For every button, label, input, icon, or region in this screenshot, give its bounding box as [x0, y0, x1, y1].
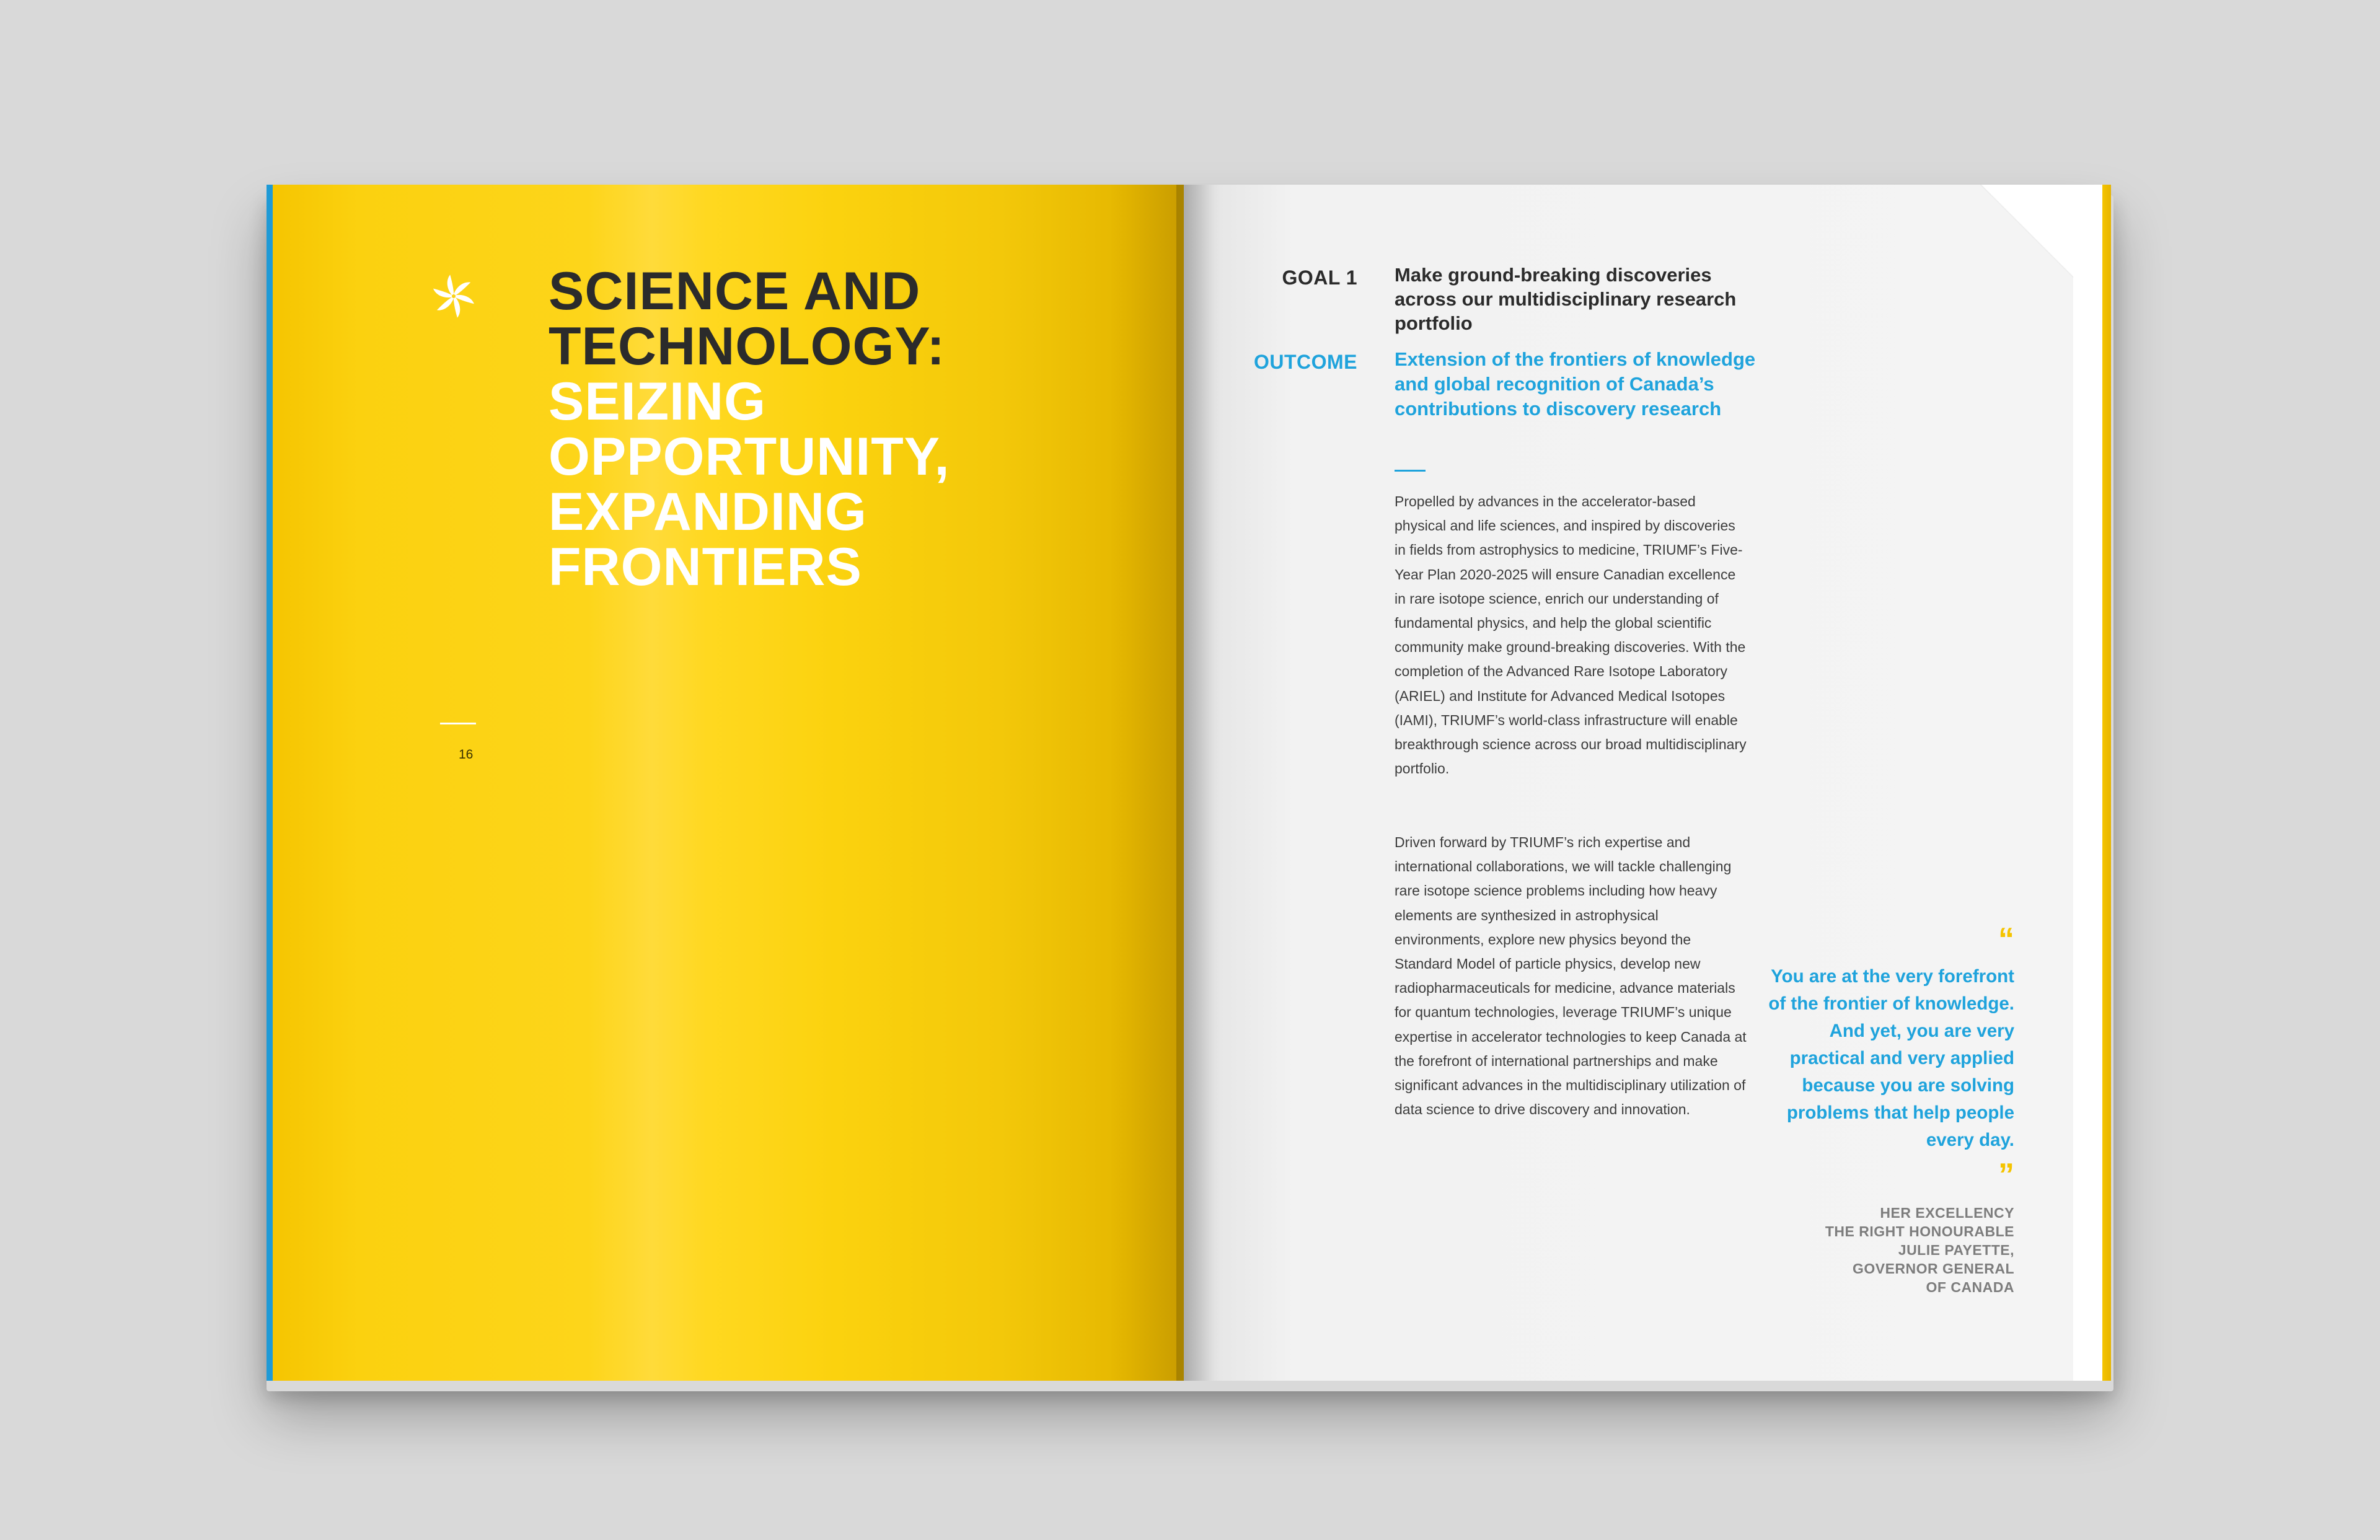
- goal-label: GOAL 1: [1282, 266, 1357, 289]
- headline-line: SCIENCE AND: [549, 262, 921, 321]
- body-paragraph: Propelled by advances in the accelerator-based physical and life sciences, and inspired by discoveries in fields from astrophysics to medicine, TRIUMF’s Five-Year Plan 2020-2025 will ensure Canadian excellence in rare isotope science, enrich our understanding of fundamental physics, and help the global scientific community make ground-breaking discoveries. With the completion of the Advanced Rare Isotope Laboratory (ARIEL) and Institute for Advanced Medical Isotopes (IAMI), TRIUMF’s world-class infrastructure will enable breakthrough science across our broad multidisciplinary portfolio.: [1395, 493, 1747, 777]
- headline-line: FRONTIERS: [549, 537, 862, 597]
- close-quote-icon: ”: [1998, 1157, 2014, 1193]
- outcome-label: OUTCOME: [1253, 351, 1357, 373]
- attribution-line: OF CANADA: [1926, 1279, 2014, 1295]
- attribution-line: HER EXCELLENCY: [1880, 1205, 2014, 1221]
- attribution-line: GOVERNOR GENERAL: [1852, 1261, 2014, 1277]
- open-quote-icon: “: [1998, 922, 2014, 957]
- attribution-line: JULIE PAYETTE,: [1898, 1242, 2014, 1258]
- quote-attribution: [1766, 1203, 2014, 1296]
- attribution-line: THE RIGHT HONOURABLE: [1825, 1223, 2014, 1239]
- outcome-text: Extension of the frontiers of knowledge and global recognition of Canada’s contributions to discovery research: [1395, 348, 1756, 420]
- cover-edge: [2102, 185, 2111, 1381]
- page-stack-edge: [2073, 185, 2104, 1381]
- goal-text: Make ground-breaking discoveries across our multidisciplinary research portfolio: [1395, 264, 1737, 334]
- page-number: 16: [459, 747, 474, 762]
- page-title: [549, 264, 1168, 595]
- headline-line: EXPANDING: [549, 482, 867, 542]
- pinwheel-icon: [429, 271, 478, 321]
- left-page: [267, 185, 1184, 1381]
- body-paragraph: Driven forward by TRIUMF’s rich expertise and international collaborations, we will tackle challenging rare isotope science problems including how heavy elements are synthesized in astrophysical environments, explore new physics beyond the Standard Model of particle physics, develop new radiopharmaceuticals for medicine, advance materials for quantum technologies, leverage TRIUMF’s unique expertise in accelerator technologies to keep Canada at the forefront of international partnerships and make significant advances in the multidisciplinary utilization of data science to drive discovery and innovation.: [1395, 834, 1747, 1118]
- pull-quote: You are at the very forefront of the frontier of knowledge. And yet, you are very practical and very applied because you are solving problems that help people every day.: [1768, 966, 2014, 1150]
- page-number-rule: [440, 723, 476, 724]
- left-page-edge: [267, 185, 273, 1381]
- headline-line: TECHNOLOGY:: [549, 317, 946, 376]
- headline-line: SEIZING: [549, 372, 767, 431]
- section-divider: [1395, 470, 1426, 472]
- gutter-shadow: [1176, 185, 1214, 1381]
- headline-line: OPPORTUNITY,: [549, 427, 950, 486]
